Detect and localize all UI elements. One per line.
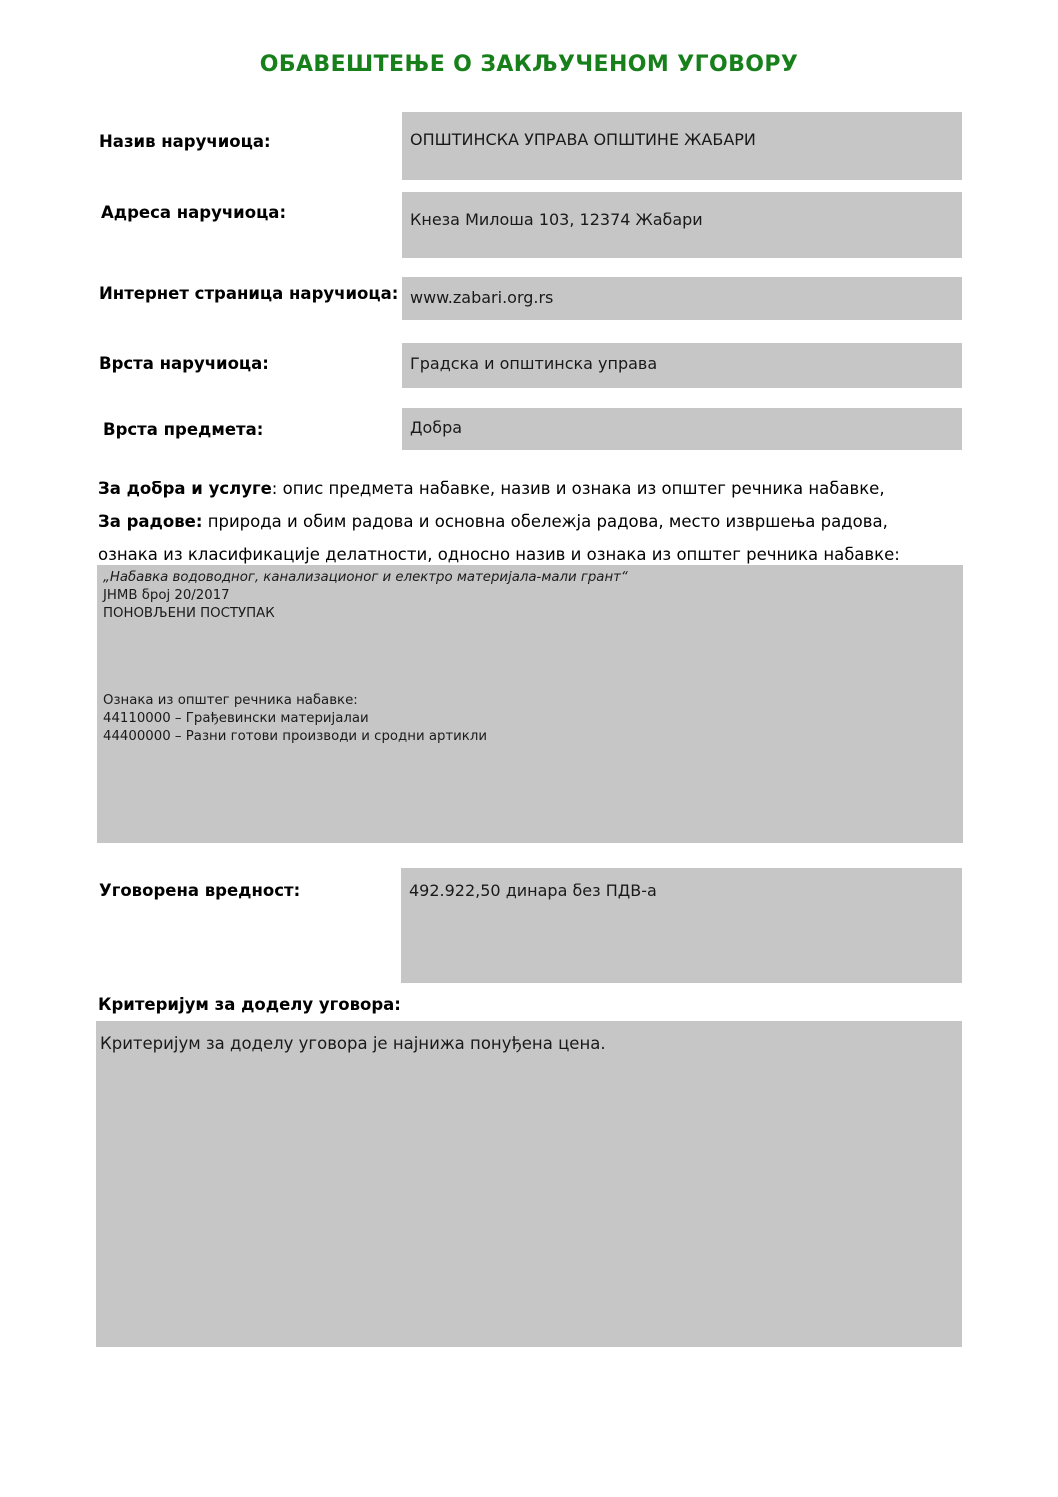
field-label-subject-type: Врста предмета:	[103, 420, 264, 439]
field-value-box-client-name[interactable]	[402, 112, 962, 180]
field-label-client-address: Адреса наручиоца:	[101, 203, 287, 222]
field-value-box-subject-type[interactable]	[402, 408, 962, 450]
field-value-client-address: Кнеза Милоша 103, 12374 Жабари	[410, 210, 703, 229]
field-value-box-client-address[interactable]	[402, 192, 962, 258]
field-value-contract-value: 492.922,50 динара без ПДВ-а	[409, 881, 657, 900]
procurement-description-box[interactable]	[97, 565, 963, 843]
description-subject-name: „Набавка водоводног, канализационог и електро материјала-мали грант“	[103, 570, 628, 585]
description-cpv-heading: Ознака из општег речника набавке:	[103, 693, 358, 708]
field-label-contract-value: Уговорена вредност:	[99, 881, 301, 900]
instructions-line-2-rest: природа и обим радова и основна обележја радова, место извршења радова,	[202, 512, 888, 531]
field-value-box-award-criteria[interactable]	[96, 1021, 962, 1347]
field-value-box-contract-value[interactable]	[401, 868, 962, 983]
instructions-paragraph	[98, 472, 974, 571]
instructions-line-3: ознака из класификације делатности, односно назив и ознака из општег речника набавке:	[98, 545, 900, 564]
instructions-line-2-bold: За радове:	[98, 512, 203, 531]
field-value-box-client-type[interactable]	[402, 343, 962, 388]
instructions-line-2	[98, 505, 974, 538]
field-value-subject-type: Добра	[410, 418, 463, 437]
instructions-line-1	[98, 472, 974, 505]
description-procurement-number: ЈНМВ број 20/2017	[103, 588, 230, 603]
description-procedure-note: ПОНОВЉЕНИ ПОСТУПАК	[103, 606, 275, 621]
field-value-box-client-website[interactable]	[402, 277, 962, 320]
field-label-client-website: Интернет страница наручиоца:	[99, 284, 399, 303]
description-bottom-group	[103, 692, 487, 746]
description-cpv-code-2: 44400000 – Разни готови производи и сродни артикли	[103, 729, 487, 744]
field-value-client-type: Градска и општинска управа	[410, 354, 658, 373]
field-label-award-criteria: Критеријум за доделу уговора:	[98, 995, 401, 1014]
page-title: ОБАВЕШТЕЊЕ О ЗАКЉУЧЕНОМ УГОВОРУ	[259, 52, 799, 77]
description-cpv-code-1: 44110000 – Грађевински материјалаи	[103, 711, 369, 726]
field-label-client-name: Назив наручиоца:	[99, 132, 271, 151]
field-value-client-name: ОПШТИНСКА УПРАВА ОПШТИНЕ ЖАБАРИ	[410, 130, 756, 149]
description-top-group	[103, 569, 628, 623]
field-value-award-criteria: Критеријум за доделу уговора је најнижа понуђена цена.	[100, 1034, 606, 1053]
instructions-line-1-bold: За добра и услуге	[98, 479, 272, 498]
field-value-client-website: www.zabari.org.rs	[410, 288, 554, 307]
instructions-line-1-rest: : опис предмета набавке, назив и ознака из општег речника набавке,	[271, 479, 885, 498]
field-label-client-type: Врста наручиоца:	[99, 354, 269, 373]
